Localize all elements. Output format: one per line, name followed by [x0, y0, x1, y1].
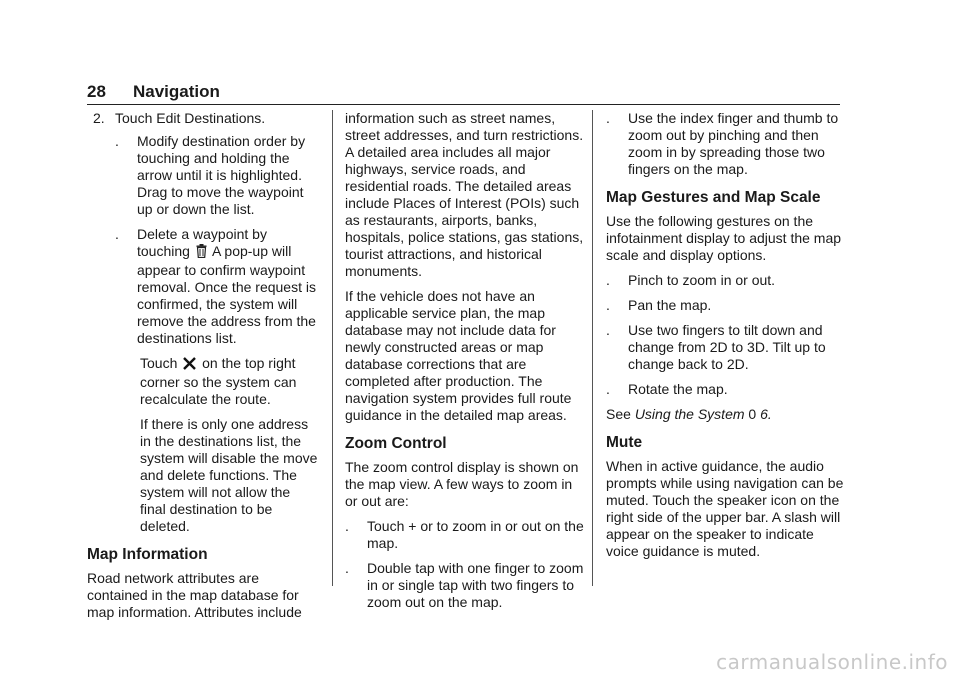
- bullet: .: [606, 110, 610, 126]
- list-item: . Pan the map.: [606, 297, 712, 313]
- close-icon: [183, 357, 196, 374]
- bullet: .: [606, 297, 610, 313]
- bullet: .: [606, 272, 610, 288]
- list-item: . Double tap with one finger to zoom in or single tap with two fingers to zoom out on the map.: [345, 560, 584, 610]
- section-title: Navigation: [133, 82, 220, 101]
- list-item: . Use two fingers to tilt down and change from 2D to 3D. Tilt up to change back to 2D.: [606, 322, 826, 372]
- paragraph: Touch on the top right corner so the system can recalculate the route.: [140, 355, 297, 407]
- paragraph: information such as street names, street addresses, and turn restrictions. A detailed area includes all major highways, service roads, and residential roads. The detailed areas include Places of Interest (POIs) such as restaurants, airports, banks, hospitals, police stations, gas stations, tourist attractions, and historical monuments.: [345, 110, 584, 279]
- paragraph: If there is only one address in the destinations list, the system will disable the move and delete functions. The system will not allow the final destination to be deleted.: [140, 416, 318, 534]
- cross-reference: See Using the System 0 6.: [606, 406, 772, 422]
- bullet: .: [345, 560, 349, 576]
- page-number: 28: [87, 82, 106, 101]
- step-text: Touch Edit Destinations.: [115, 110, 266, 126]
- list-item: . Touch + or to zoom in or out on the map.: [345, 518, 584, 551]
- column-3: [606, 110, 844, 568]
- column-divider: [332, 110, 333, 586]
- paragraph: Use the following gestures on the infotainment display to adjust the map scale and display options.: [606, 213, 842, 263]
- list-item: . Modify destination order by touching and holding the arrow until it is highlighted. Drag to move the waypoint up or down the list.: [115, 133, 306, 217]
- paragraph: If the vehicle does not have an applicable service plan, the map database may not include data for newly constructed areas or map database corrections that are completed after production. The navigation system provides full route guidance in the detailed map areas.: [345, 288, 572, 423]
- column-divider: [592, 110, 593, 586]
- list-item: . Rotate the map.: [606, 381, 728, 397]
- bullet: .: [606, 381, 610, 397]
- step-2: [87, 110, 319, 127]
- column-2: [345, 110, 585, 619]
- step-number: 2.: [93, 110, 105, 126]
- bullet: .: [115, 226, 119, 242]
- watermark: carmanualsonline.info: [716, 650, 948, 674]
- trash-icon: [196, 244, 207, 262]
- heading-zoom-control: Zoom Control: [345, 435, 447, 452]
- paragraph: The zoom control display is shown on the map view. A few ways to zoom in or out are:: [345, 459, 579, 509]
- heading-map-gestures: Map Gestures and Map Scale: [606, 189, 821, 206]
- list-item: . Delete a waypoint by touching A pop-up will appear to confirm waypoint removal. Once the request is confirmed, the system will remove the address from the destinations list.: [115, 226, 316, 346]
- cross-reference-link[interactable]: Using the System: [634, 406, 745, 422]
- cross-reference-page[interactable]: 6.: [760, 406, 772, 422]
- paragraph: When in active guidance, the audio prompts while using navigation can be muted. Touch the speaker icon on the right side of the upper bar. A slash will appear on the speaker to indicate voice guidance is muted.: [606, 458, 844, 559]
- heading-mute: Mute: [606, 434, 643, 451]
- bullet: .: [345, 518, 349, 534]
- page-header: [87, 82, 840, 105]
- column-1: [87, 110, 319, 629]
- bullet: .: [115, 133, 119, 149]
- heading-map-information: Map Information: [87, 546, 208, 563]
- bullet: .: [606, 322, 610, 338]
- paragraph: Road network attributes are contained in the map database for map information. Attributes include: [87, 570, 302, 620]
- list-item: . Use the index finger and thumb to zoom out by pinching and then zoom in by spreading those two fingers on the map.: [606, 110, 839, 177]
- list-item: . Pinch to zoom in or out.: [606, 272, 776, 288]
- page-arrow: 0: [748, 406, 757, 422]
